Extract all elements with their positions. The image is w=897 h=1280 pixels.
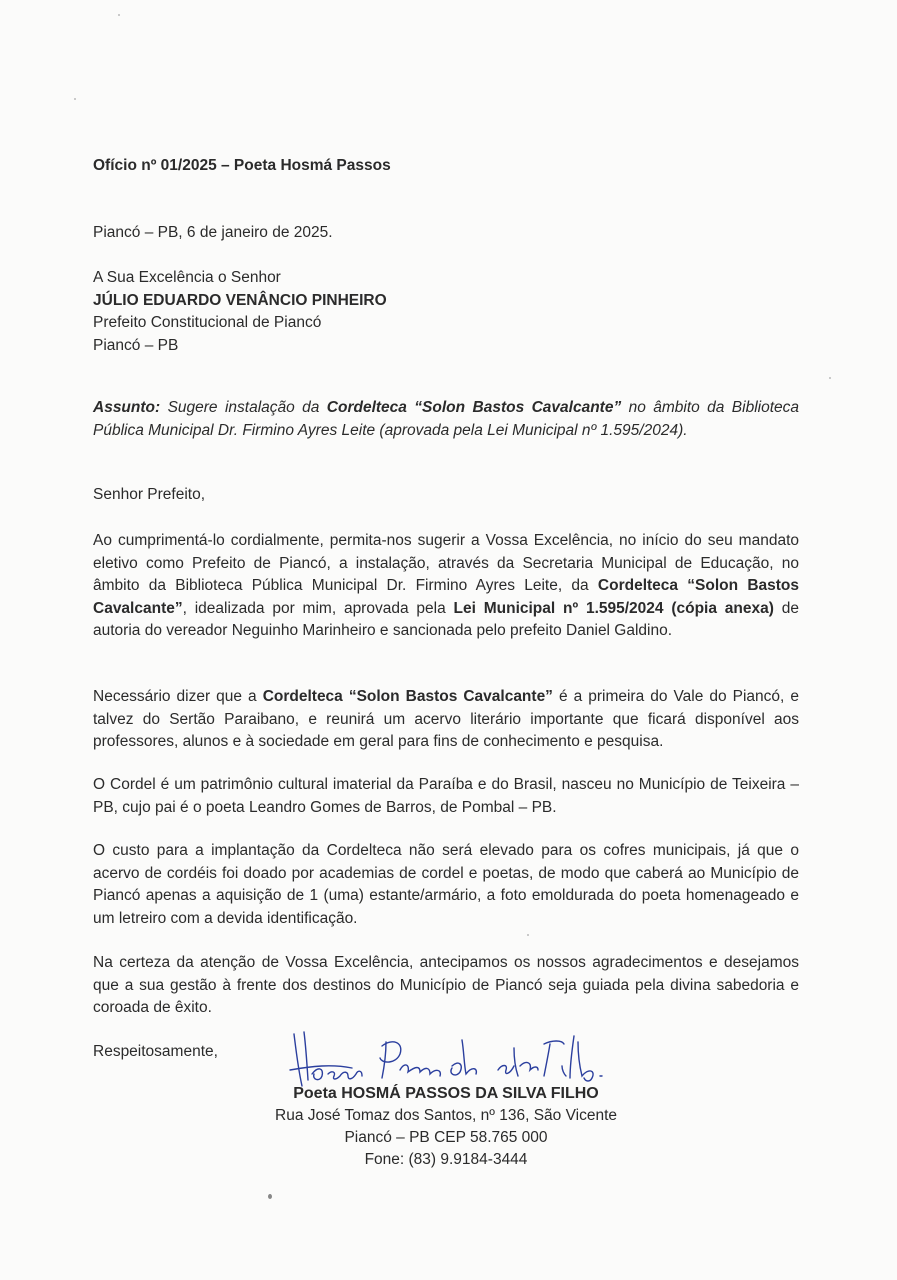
paragraph-4: O custo para a implantação da Cordelteca não será elevado para os cofres municipais, já que o acervo de cordéis foi doado por academias de cordel e poetas, de modo que caberá ao Município de Piancó apenas a aquisição de 1 (uma) estante/armário, a foto emoldurada do poeta homenageado e um letreiro com a devida identificação. (93, 842, 799, 927)
subject-label: Assunto: (93, 399, 161, 416)
addressee-role: Prefeito Constitucional de Piancó (93, 314, 322, 331)
signature-block (262, 1083, 630, 1171)
addressee-block (93, 267, 387, 357)
p1-text-2: , idealizada por mim, aprovada pela (182, 599, 454, 617)
handwritten-signature-icon (282, 1030, 612, 1090)
signer-address: Rua José Tomaz dos Santos, nº 136, São Vicente (275, 1107, 617, 1124)
scan-speck (118, 14, 120, 16)
greeting: Senhor Prefeito, (93, 486, 206, 503)
p1-bold-cordelteca: Cordelteca “Solon Bastos Cavalcante” (93, 577, 799, 617)
p1-bold-lei: Lei Municipal nº 1.595/2024 (cópia anexa) (453, 599, 774, 617)
scan-speck (74, 98, 76, 100)
addressee-salutation: A Sua Excelência o Senhor (93, 269, 281, 286)
paragraph-3: O Cordel é um patrimônio cultural imaterial da Paraíba e do Brasil, nasceu no Município de Teixeira – PB, cujo pai é o poeta Leandro Gomes de Barros, de Pombal – PB. (93, 776, 799, 816)
document-title: Ofício nº 01/2025 – Poeta Hosmá Passos (93, 157, 391, 174)
closing: Respeitosamente, (93, 1043, 218, 1060)
addressee-name: JÚLIO EDUARDO VENÂNCIO PINHEIRO (93, 291, 387, 309)
p2-text-2: é a primeira do Vale do Piancó, e talvez do Sertão Paraibano, e reunirá um acervo literário importante que ficará disponível aos professores, alunos e à sociedade em geral para fins de conhecimento e pesquisa. (93, 688, 799, 750)
subject-line (93, 397, 799, 442)
p2-text: Necessário dizer que a (93, 688, 263, 705)
signer-city-cep: Piancó – PB CEP 58.765 000 (344, 1129, 548, 1146)
p2-bold: Cordelteca “Solon Bastos Cavalcante” (262, 688, 553, 705)
scan-speck (829, 377, 831, 379)
paragraph-2 (93, 686, 799, 754)
subject-text-end: no âmbito da Biblioteca Pública Municipal Dr. Firmino Ayres Leite (aprovada pela Lei Municipal nº 1.595/2024). (93, 399, 800, 439)
subject-text: Sugere instalação da (160, 399, 327, 416)
p1-text-3: de autoria do vereador Neguinho Marinheiro e sancionada pelo prefeito Daniel Galdino. (93, 599, 799, 639)
signer-phone: Fone: (83) 9.9184-3444 (364, 1151, 528, 1168)
scan-speck (527, 934, 529, 936)
paragraph-5: Na certeza da atenção de Vossa Excelência, antecipamos os nossos agradecimentos e desejamos que a sua gestão à frente dos destinos do Município de Piancó seja guiada pela divina sabedoria e coroada de êxito. (93, 954, 799, 1016)
subject-bold: Cordelteca “Solon Bastos Cavalcante” (326, 399, 622, 416)
date-line: Piancó – PB, 6 de janeiro de 2025. (93, 224, 333, 241)
signer-name: Poeta HOSMÁ PASSOS DA SILVA FILHO (293, 1085, 599, 1102)
addressee-city: Piancó – PB (93, 336, 179, 354)
scan-speck (268, 1194, 272, 1199)
paragraph-1 (93, 530, 799, 643)
p1-text: Ao cumprimentá-lo cordialmente, permita-nos sugerir a Vossa Excelência, no início do seu mandato eletivo como Prefeito de Piancó, a instalação, através da Secretaria Municipal de Educação, no âmbito da Biblioteca Pública Municipal Dr. Firmino Ayres Leite, da (93, 532, 799, 594)
